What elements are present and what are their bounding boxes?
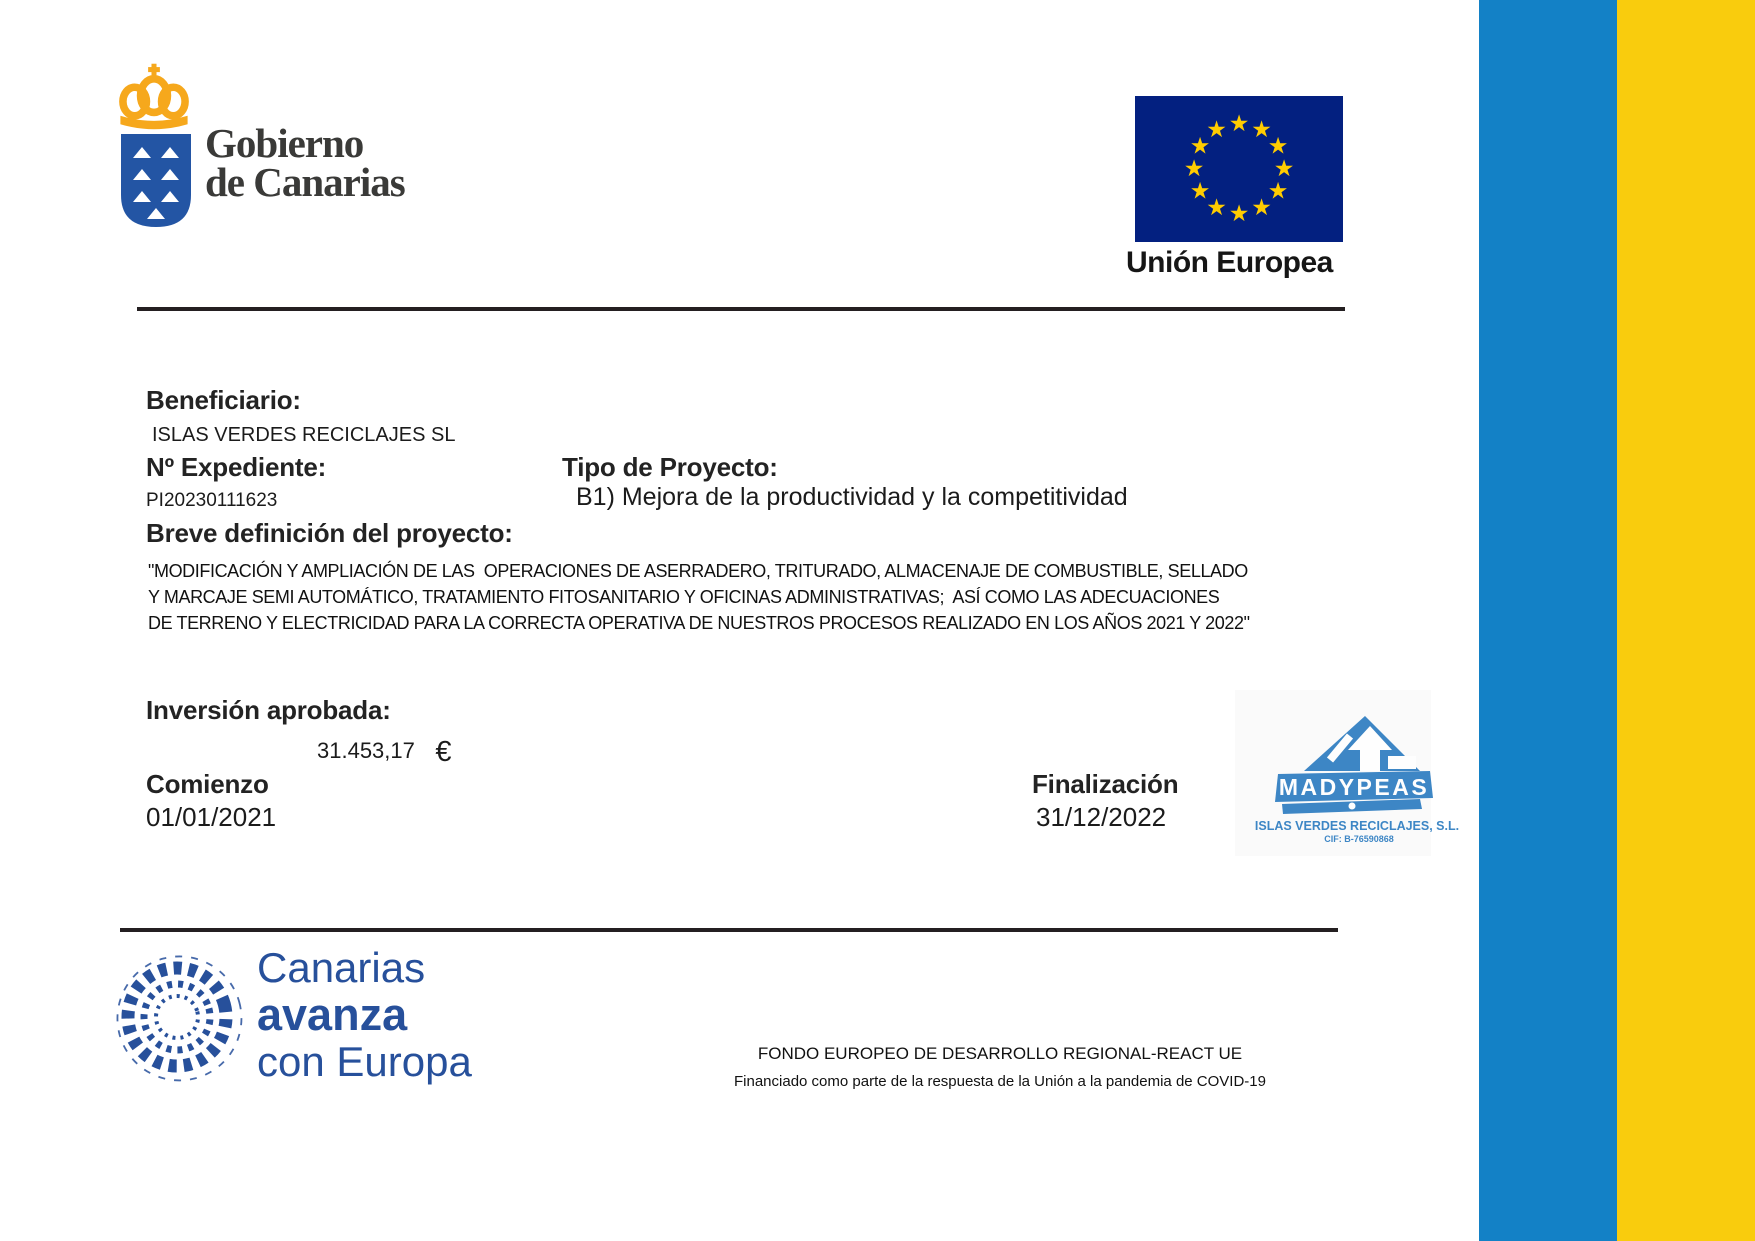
fund-statement xyxy=(720,1044,1280,1090)
canarias-shield-icon xyxy=(120,133,192,228)
eu-flag-icon xyxy=(1135,96,1343,242)
gobierno-wordmark-line1: Gobierno xyxy=(205,120,364,166)
finalizacion-label: Finalización xyxy=(1032,769,1179,799)
crown-icon xyxy=(112,62,196,136)
definicion-paragraph xyxy=(148,558,1250,636)
eu-label: Unión Europea xyxy=(1126,246,1333,279)
fund-statement-line1: FONDO EUROPEO DE DESARROLLO REGIONAL-REACT UE xyxy=(757,1044,1243,1063)
svg-text:★: ★ xyxy=(1267,133,1289,160)
comienzo-value: 01/01/2021 xyxy=(146,802,277,832)
svg-text:★: ★ xyxy=(1189,133,1211,160)
svg-text:★: ★ xyxy=(1251,195,1272,221)
svg-text:★: ★ xyxy=(1206,117,1227,143)
fund-statement-line2: Financiado como parte de la respuesta de la Unión a la pandemia de COVID-19 xyxy=(734,1073,1266,1090)
gobierno-canarias-wordmark xyxy=(205,120,405,205)
tipo-proyecto-label: Tipo de Proyecto: xyxy=(562,452,778,482)
canarias-wordmark-line1: Canarias xyxy=(257,944,426,991)
svg-text:★: ★ xyxy=(1228,111,1250,137)
gobierno-wordmark-line2: de Canarias xyxy=(205,159,405,205)
inversion-label: Inversión aprobada: xyxy=(146,695,391,725)
svg-text:★: ★ xyxy=(1251,117,1272,143)
inversion-value: 31.453,17 xyxy=(317,738,415,763)
header-divider xyxy=(137,307,1345,311)
company-stamp xyxy=(1242,698,1467,848)
comienzo-label: Comienzo xyxy=(146,769,269,799)
canarias-wordmark-line3: con Europa xyxy=(257,1038,472,1085)
svg-text:★: ★ xyxy=(1267,178,1289,205)
beneficiario-label: Beneficiario: xyxy=(146,385,301,415)
definicion-line3: DE TERRENO Y ELECTRICIDAD PARA LA CORRECTA OPERATIVA DE NUESTROS PROCESOS REALIZADO EN LOS AÑOS 2021 Y 2022" xyxy=(148,613,1250,633)
inversion-amount xyxy=(317,736,451,769)
canary-flag-blue-stripe xyxy=(1479,0,1617,1241)
stamp-brand-text: MADYPEAS xyxy=(1278,774,1430,800)
stamp-cif-text: CIF: B-76590868 xyxy=(1324,834,1394,844)
expediente-value: PI20230111623 xyxy=(146,490,278,511)
svg-text:★: ★ xyxy=(1228,201,1250,227)
tipo-proyecto-value: B1) Mejora de la productividad y la competitividad xyxy=(576,483,1128,511)
beneficiario-value: ISLAS VERDES RECICLAJES SL xyxy=(152,424,456,446)
canarias-avanza-wordmark xyxy=(257,944,472,1085)
canary-flag-yellow-stripe xyxy=(1617,0,1755,1241)
svg-text:★: ★ xyxy=(1189,178,1211,205)
finalizacion-value: 31/12/2022 xyxy=(1036,802,1167,832)
definicion-label: Breve definición del proyecto: xyxy=(146,518,513,548)
euro-sign: € xyxy=(435,736,452,768)
svg-text:★: ★ xyxy=(1183,156,1205,182)
definicion-line2: Y MARCAJE SEMI AUTOMÁTICO, TRATAMIENTO FITOSANITARIO Y OFICINAS ADMINISTRATIVAS; ASÍ COMO LAS ADECUACIONES xyxy=(148,587,1220,607)
expediente-label: Nº Expediente: xyxy=(146,452,327,482)
footer-divider xyxy=(120,928,1338,932)
stamp-company-text: ISLAS VERDES RECICLAJES, S.L. xyxy=(1254,819,1460,833)
canarias-wordmark-line2: avanza xyxy=(257,989,408,1040)
svg-text:★: ★ xyxy=(1206,195,1227,221)
canarias-avanza-spiral-icon xyxy=(105,945,250,1090)
definicion-line1: "MODIFICACIÓN Y AMPLIACIÓN DE LAS OPERACIONES DE ASERRADERO, TRITURADO, ALMACENAJE DE COMBUSTIBLE, SELLADO xyxy=(148,561,1248,581)
svg-text:★: ★ xyxy=(1273,156,1295,182)
